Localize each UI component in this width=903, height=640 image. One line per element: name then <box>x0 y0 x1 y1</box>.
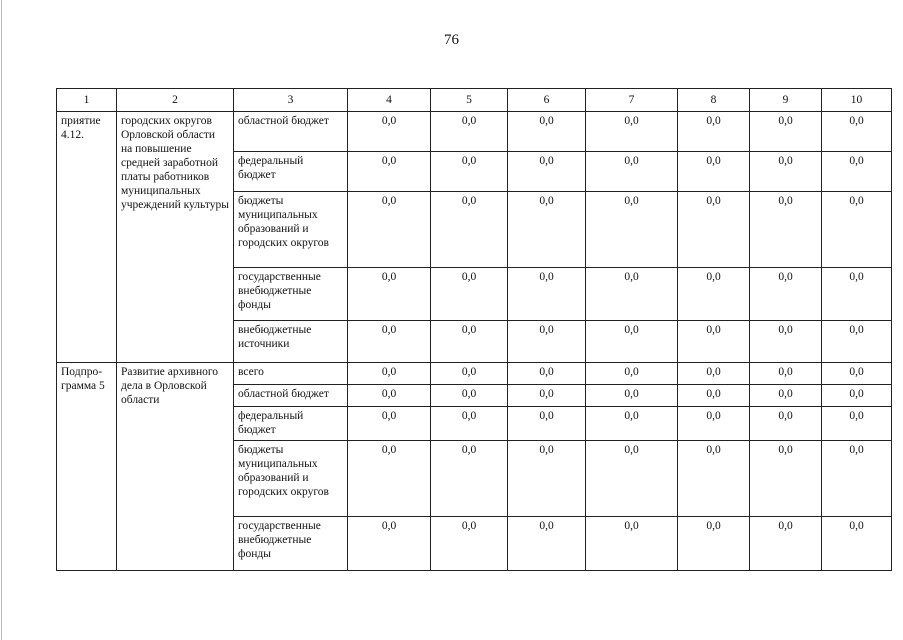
header-cell: 5 <box>431 89 508 112</box>
value-cell: 0,0 <box>508 192 586 268</box>
value-cell: 0,0 <box>822 112 892 152</box>
value-cell: 0,0 <box>586 385 678 407</box>
value-cell: 0,0 <box>586 407 678 441</box>
value-cell: 0,0 <box>508 407 586 441</box>
header-cell: 10 <box>822 89 892 112</box>
header-row <box>57 89 892 112</box>
funding-source-cell: внебюджетные источники <box>234 321 348 363</box>
value-cell: 0,0 <box>822 441 892 517</box>
value-cell: 0,0 <box>750 407 822 441</box>
value-cell: 0,0 <box>586 321 678 363</box>
value-cell: 0,0 <box>822 385 892 407</box>
value-cell: 0,0 <box>678 268 750 321</box>
value-cell: 0,0 <box>586 517 678 571</box>
value-cell: 0,0 <box>822 268 892 321</box>
value-cell: 0,0 <box>431 441 508 517</box>
value-cell: 0,0 <box>678 152 750 192</box>
value-cell: 0,0 <box>348 441 431 517</box>
value-cell: 0,0 <box>348 363 431 385</box>
value-cell: 0,0 <box>348 407 431 441</box>
value-cell: 0,0 <box>822 321 892 363</box>
scan-edge-line <box>1 0 2 640</box>
value-cell: 0,0 <box>348 385 431 407</box>
table-body <box>57 89 892 571</box>
value-cell: 0,0 <box>348 152 431 192</box>
value-cell: 0,0 <box>586 152 678 192</box>
header-cell: 6 <box>508 89 586 112</box>
value-cell: 0,0 <box>508 517 586 571</box>
value-cell: 0,0 <box>348 321 431 363</box>
value-cell: 0,0 <box>678 385 750 407</box>
header-cell: 8 <box>678 89 750 112</box>
value-cell: 0,0 <box>431 112 508 152</box>
value-cell: 0,0 <box>750 321 822 363</box>
funding-source-cell: областной бюджет <box>234 385 348 407</box>
value-cell: 0,0 <box>431 363 508 385</box>
value-cell: 0,0 <box>586 441 678 517</box>
value-cell: 0,0 <box>678 112 750 152</box>
table-row <box>57 363 892 385</box>
value-cell: 0,0 <box>822 363 892 385</box>
funding-source-cell: областной бюджет <box>234 112 348 152</box>
program-code-cell: Подпро-грамма 5 <box>57 363 117 571</box>
value-cell: 0,0 <box>750 441 822 517</box>
funding-source-cell: бюджеты муниципальных образований и городских округов <box>234 441 348 517</box>
value-cell: 0,0 <box>750 152 822 192</box>
funding-source-cell: бюджеты муниципальных образований и городских округов <box>234 192 348 268</box>
value-cell: 0,0 <box>750 268 822 321</box>
value-cell: 0,0 <box>348 192 431 268</box>
program-name-cell: Развитие архивного дела в Орловской области <box>117 363 234 571</box>
value-cell: 0,0 <box>586 363 678 385</box>
value-cell: 0,0 <box>508 321 586 363</box>
header-cell: 9 <box>750 89 822 112</box>
table-row <box>57 112 892 152</box>
value-cell: 0,0 <box>431 407 508 441</box>
value-cell: 0,0 <box>508 112 586 152</box>
value-cell: 0,0 <box>678 441 750 517</box>
value-cell: 0,0 <box>586 112 678 152</box>
program-code-cell: приятие 4.12. <box>57 112 117 363</box>
value-cell: 0,0 <box>750 517 822 571</box>
value-cell: 0,0 <box>586 268 678 321</box>
value-cell: 0,0 <box>348 112 431 152</box>
header-cell: 1 <box>57 89 117 112</box>
budget-table <box>56 88 892 571</box>
value-cell: 0,0 <box>508 268 586 321</box>
value-cell: 0,0 <box>678 321 750 363</box>
value-cell: 0,0 <box>822 192 892 268</box>
value-cell: 0,0 <box>678 192 750 268</box>
value-cell: 0,0 <box>678 517 750 571</box>
value-cell: 0,0 <box>586 192 678 268</box>
value-cell: 0,0 <box>431 517 508 571</box>
header-cell: 3 <box>234 89 348 112</box>
value-cell: 0,0 <box>678 363 750 385</box>
value-cell: 0,0 <box>678 407 750 441</box>
value-cell: 0,0 <box>822 517 892 571</box>
value-cell: 0,0 <box>348 517 431 571</box>
funding-source-cell: федеральный бюджет <box>234 407 348 441</box>
value-cell: 0,0 <box>431 192 508 268</box>
value-cell: 0,0 <box>750 385 822 407</box>
funding-source-cell: государственные внебюджетные фонды <box>234 517 348 571</box>
value-cell: 0,0 <box>431 385 508 407</box>
funding-source-cell: федеральный бюджет <box>234 152 348 192</box>
value-cell: 0,0 <box>750 112 822 152</box>
value-cell: 0,0 <box>431 152 508 192</box>
header-cell: 4 <box>348 89 431 112</box>
funding-source-cell: всего <box>234 363 348 385</box>
program-name-cell: городских округов Орловской области на повышение средней заработной платы работников муниципальных учреждений культуры <box>117 112 234 363</box>
value-cell: 0,0 <box>508 363 586 385</box>
value-cell: 0,0 <box>508 385 586 407</box>
value-cell: 0,0 <box>750 192 822 268</box>
value-cell: 0,0 <box>822 407 892 441</box>
value-cell: 0,0 <box>431 321 508 363</box>
value-cell: 0,0 <box>508 152 586 192</box>
value-cell: 0,0 <box>750 363 822 385</box>
value-cell: 0,0 <box>348 268 431 321</box>
page-number: 76 <box>444 32 459 48</box>
value-cell: 0,0 <box>822 152 892 192</box>
header-cell: 7 <box>586 89 678 112</box>
value-cell: 0,0 <box>431 268 508 321</box>
value-cell: 0,0 <box>508 441 586 517</box>
funding-source-cell: государственные внебюджетные фонды <box>234 268 348 321</box>
header-cell: 2 <box>117 89 234 112</box>
